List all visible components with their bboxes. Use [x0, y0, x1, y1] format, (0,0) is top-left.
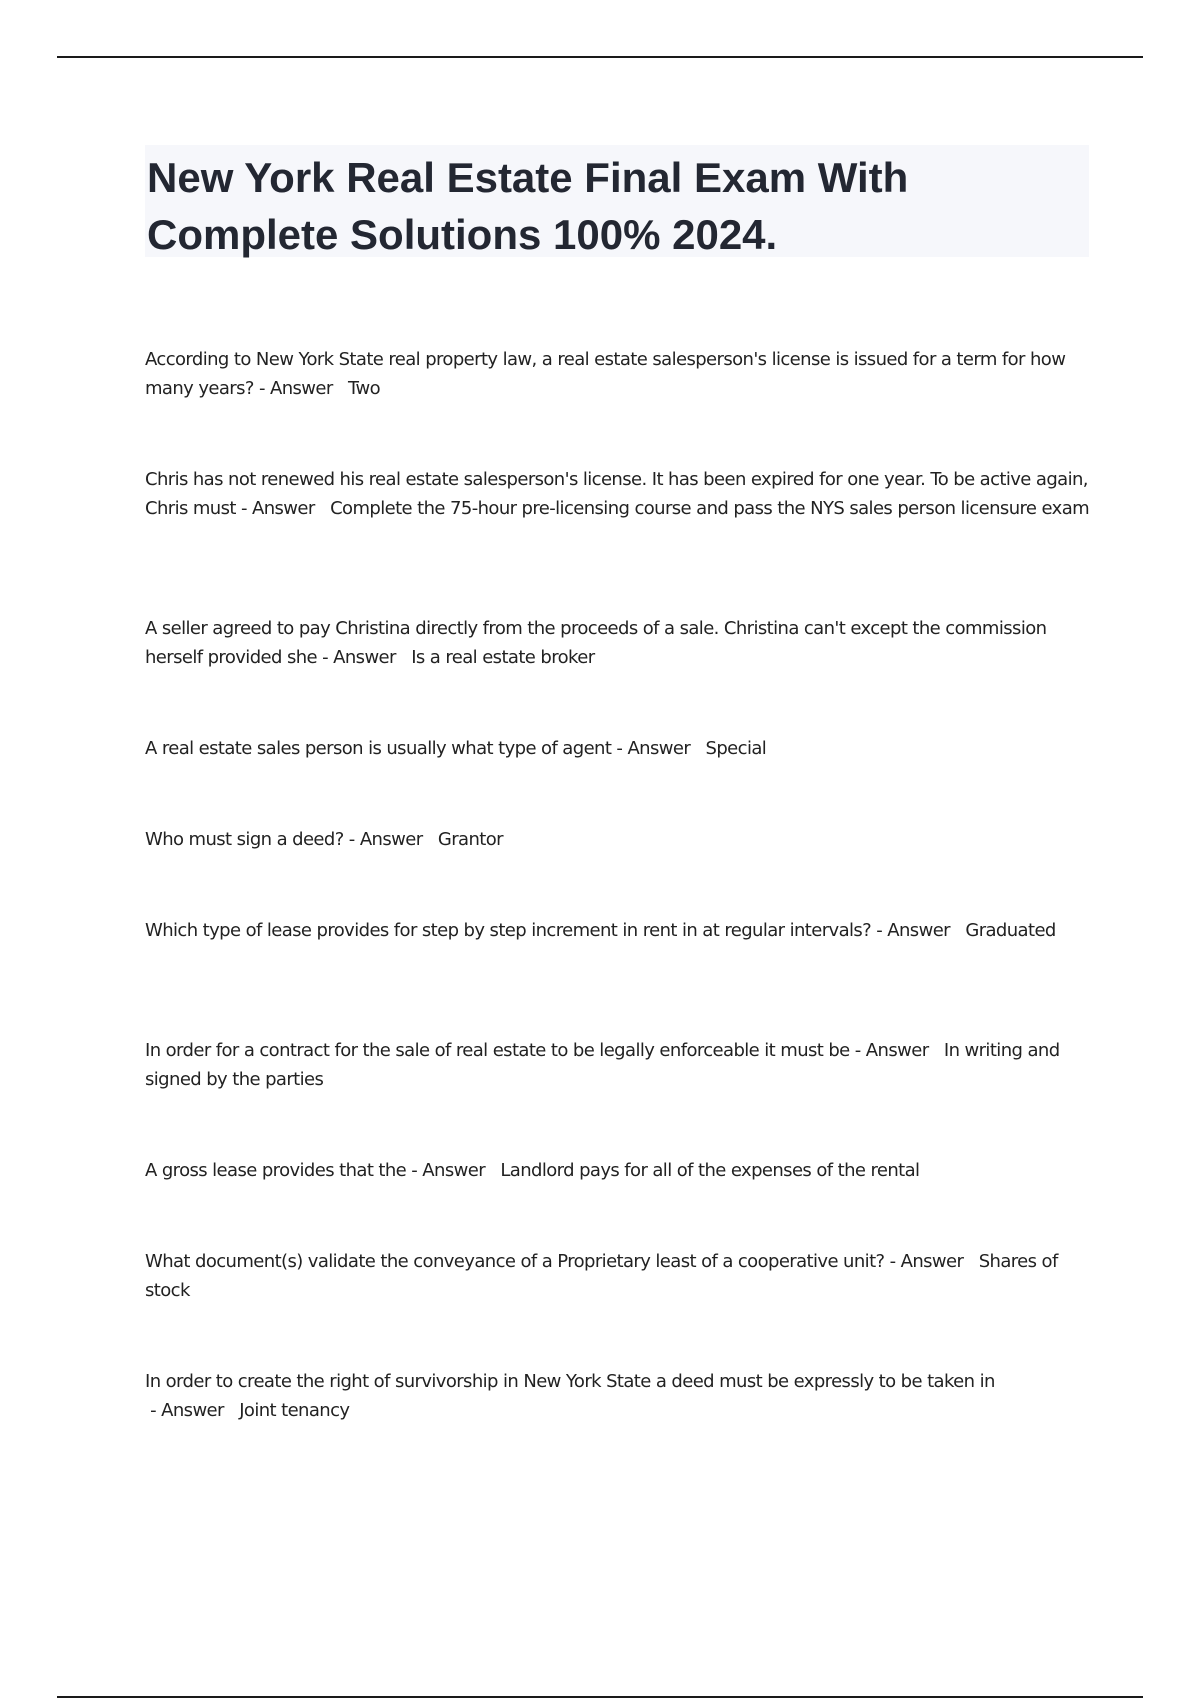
answer-separator: - Answer: [317, 647, 412, 668]
question-text: Who must sign a deed?: [145, 829, 344, 850]
question-text: What document(s) validate the conveyance of a Proprietary least of a cooperative unit?: [145, 1251, 885, 1272]
answer-separator: - Answer: [145, 1400, 240, 1421]
answer-text: In writing and signed by the parties: [145, 1040, 1060, 1090]
answer-text: Grantor: [437, 829, 503, 850]
answer-text: Landlord pays for all of the expenses of the rental: [500, 1160, 920, 1181]
qa-item: [145, 1156, 1090, 1185]
question-text: According to New York State real property law, a real estate salesperson's license is issued for a term for how many years?: [145, 349, 1066, 399]
answer-separator: - Answer: [871, 920, 966, 941]
qa-item: [145, 1247, 1090, 1305]
qa-item: [145, 345, 1090, 403]
qa-item: [145, 916, 1090, 945]
answer-separator: - Answer: [235, 498, 331, 519]
top-rule: [57, 56, 1143, 58]
bottom-rule: [57, 1696, 1143, 1698]
question-text: A gross lease provides that the: [145, 1160, 407, 1181]
qa-item: [145, 1367, 1090, 1425]
question-text: In order to create the right of survivorship in New York State a deed must be expressly to be taken in: [145, 1371, 995, 1392]
qa-item: [145, 614, 1090, 672]
qa-item: [145, 1036, 1090, 1094]
qa-item: [145, 734, 1090, 763]
answer-text: Joint tenancy: [239, 1400, 350, 1421]
question-text: Chris has not renewed his real estate salesperson's license. It has been expired for one year. To be active again, Chris must: [145, 469, 1088, 519]
answer-text: Complete the 75-hour pre-licensing course and pass the NYS sales person licensure exam: [330, 498, 1090, 519]
answer-separator: - Answer: [849, 1040, 944, 1061]
answer-text: Two: [348, 378, 380, 399]
answer-separator: - Answer: [343, 829, 438, 850]
question-text: A real estate sales person is usually what type of agent: [145, 738, 612, 759]
answer-text: Is a real estate broker: [411, 647, 595, 668]
answer-separator: - Answer: [253, 378, 349, 399]
qa-item: [145, 825, 1090, 854]
answer-text: Shares of stock: [145, 1251, 1058, 1301]
question-text: Which type of lease provides for step by step increment in rent in at regular intervals?: [145, 920, 872, 941]
answer-separator: - Answer: [611, 738, 706, 759]
document-title: New York Real Estate Final Exam With Complete Solutions 100% 2024.: [147, 154, 909, 258]
answer-separator: - Answer: [406, 1160, 501, 1181]
qa-item: [145, 465, 1090, 523]
question-text: In order for a contract for the sale of real estate to be legally enforceable it must be: [145, 1040, 850, 1061]
answer-text: Graduated: [965, 920, 1056, 941]
title-block: [145, 145, 1089, 257]
answer-text: Special: [705, 738, 767, 759]
answer-separator: - Answer: [884, 1251, 979, 1272]
question-text: A seller agreed to pay Christina directly from the proceeds of a sale. Christina can't except the commission herself provided she: [145, 618, 1047, 668]
